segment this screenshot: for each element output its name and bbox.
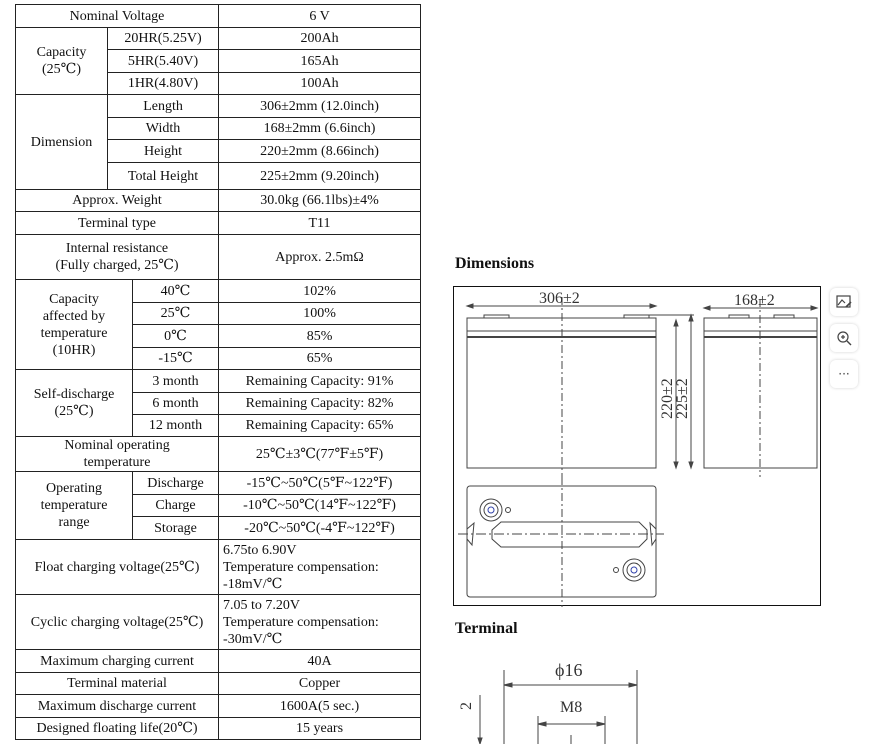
dimension-value: 225±2mm (9.20inch) — [219, 163, 421, 190]
self-discharge-period: 3 month — [133, 370, 219, 393]
more-button[interactable] — [830, 360, 858, 388]
nominal-voltage-label: Nominal Voltage — [16, 5, 219, 28]
self-discharge-value: Remaining Capacity: 82% — [219, 393, 421, 415]
float-charging-line: Temperature compensation: — [223, 559, 379, 575]
self-discharge-label-sub: (25℃) — [54, 404, 94, 419]
floating-life-value: 15 years — [219, 718, 421, 740]
table-row — [16, 540, 421, 595]
self-discharge-label-text: Self-discharge — [33, 387, 115, 402]
capacity-temp-value: 102% — [219, 280, 421, 303]
capacity-temp-label-line: (10HR) — [52, 342, 96, 358]
max-discharge-current-label: Maximum discharge current — [16, 695, 219, 718]
length-dimension-label: 306±2 — [539, 290, 580, 307]
cyclic-charging-line: -30mV/℃ — [223, 631, 283, 647]
op-temp-mode: Storage — [133, 517, 219, 540]
capacity-temp-value: 100% — [219, 303, 421, 325]
op-temp-mode: Charge — [133, 495, 219, 517]
op-temp-value: -20℃~50℃(-4℉~122℉) — [219, 517, 421, 540]
table-row — [16, 673, 421, 695]
dimension-name: Total Height — [108, 163, 219, 190]
op-temp-range-label-line: Operating — [46, 481, 102, 496]
nominal-voltage-value: 6 V — [219, 5, 421, 28]
nominal-op-temp-value: 25℃±3℃(77℉±5℉) — [219, 437, 421, 472]
nominal-op-temp-label — [16, 437, 219, 472]
cyclic-charging-value — [219, 595, 421, 650]
table-row — [16, 28, 421, 50]
max-charging-current-label: Maximum charging current — [16, 650, 219, 673]
width-dimension-label: 168±2 — [734, 292, 775, 309]
table-row — [16, 650, 421, 673]
capacity-temp-value: 85% — [219, 325, 421, 348]
capacity-label-text: Capacity — [36, 45, 87, 60]
image-toolbar — [830, 288, 860, 396]
table-row — [16, 437, 421, 472]
dimensions-title: Dimensions — [455, 255, 535, 272]
self-discharge-value: Remaining Capacity: 91% — [219, 370, 421, 393]
dimension-name: Height — [108, 140, 219, 163]
op-temp-range-label-line: temperature — [40, 498, 108, 513]
capacity-rate: 5HR(5.40V) — [108, 50, 219, 73]
dimension-name: Length — [108, 95, 219, 118]
more-icon: ··· — [838, 367, 850, 381]
capacity-temp-temp: -15℃ — [133, 348, 219, 370]
self-discharge-label — [16, 370, 133, 437]
table-row — [16, 190, 421, 212]
op-temp-value: -15℃~50℃(5℉~122℉) — [219, 472, 421, 495]
op-temp-mode: Discharge — [133, 472, 219, 495]
nominal-op-temp-label-line: Nominal operating — [64, 438, 170, 453]
capacity-temp-label — [16, 280, 133, 370]
table-row — [16, 280, 421, 303]
max-discharge-current-value: 1600A(5 sec.) — [219, 695, 421, 718]
spec-table — [15, 4, 421, 740]
terminal-material-label: Terminal material — [16, 673, 219, 695]
capacity-temp-temp: 25℃ — [133, 303, 219, 325]
op-temp-range-label-line: range — [58, 515, 90, 530]
terminal-type-value: T11 — [219, 212, 421, 235]
float-charging-line: -18mV/℃ — [223, 576, 283, 592]
capacity-temp-label-line: temperature — [40, 325, 108, 341]
dimension-label: Dimension — [16, 95, 108, 190]
self-discharge-value: Remaining Capacity: 65% — [219, 415, 421, 437]
capacity-label — [16, 28, 108, 95]
total-height-dimension-label: 225±2 — [674, 378, 691, 419]
weight-value: 30.0kg (66.1lbs)±4% — [219, 190, 421, 212]
capacity-value: 165Ah — [219, 50, 421, 73]
terminal-diameter-label: ϕ16 — [555, 660, 583, 680]
capacity-temp-temp: 0℃ — [133, 325, 219, 348]
internal-resistance-label — [16, 235, 219, 280]
terminal-side-label: 2 — [458, 702, 475, 710]
floating-life-label: Designed floating life(20℃) — [16, 718, 219, 740]
edit-image-button[interactable] — [830, 288, 858, 316]
table-row — [16, 472, 421, 495]
dimension-value: 220±2mm (8.66inch) — [219, 140, 421, 163]
image-edit-icon — [836, 295, 852, 309]
nominal-op-temp-label-line: temperature — [83, 455, 151, 470]
dimension-value: 306±2mm (12.0inch) — [219, 95, 421, 118]
table-row — [16, 95, 421, 118]
dimensions-drawing — [453, 286, 821, 606]
weight-label: Approx. Weight — [16, 190, 219, 212]
self-discharge-period: 6 month — [133, 393, 219, 415]
internal-resistance-value: Approx. 2.5mΩ — [219, 235, 421, 280]
terminal-material-value: Copper — [219, 673, 421, 695]
terminal-title: Terminal — [455, 620, 518, 637]
zoom-in-icon — [836, 330, 852, 346]
cyclic-charging-label: Cyclic charging voltage(25℃) — [16, 595, 219, 650]
capacity-value: 200Ah — [219, 28, 421, 50]
capacity-temp-label-line: Capacity — [49, 291, 99, 307]
table-row — [16, 718, 421, 740]
internal-resistance-label-sub: (Fully charged, 25℃) — [55, 258, 179, 273]
self-discharge-period: 12 month — [133, 415, 219, 437]
max-charging-current-value: 40A — [219, 650, 421, 673]
capacity-temp-label-line: affected by — [42, 308, 106, 324]
height-dimension-label: 220±2 — [659, 378, 676, 419]
table-row — [16, 235, 421, 280]
op-temp-value: -10℃~50℃(14℉~122℉) — [219, 495, 421, 517]
op-temp-range-label — [16, 472, 133, 540]
capacity-temp-temp: 40℃ — [133, 280, 219, 303]
capacity-temp-value: 65% — [219, 348, 421, 370]
dimension-name: Width — [108, 118, 219, 140]
cyclic-charging-line: Temperature compensation: — [223, 614, 379, 630]
table-row — [16, 695, 421, 718]
table-row — [16, 370, 421, 393]
zoom-in-button[interactable] — [830, 324, 858, 352]
battery-drawing-svg — [454, 287, 822, 607]
table-row — [16, 212, 421, 235]
float-charging-line: 6.75to 6.90V — [223, 542, 297, 558]
float-charging-label: Float charging voltage(25℃) — [16, 540, 219, 595]
table-row — [16, 5, 421, 28]
float-charging-value — [219, 540, 421, 595]
internal-resistance-label-text: Internal resistance — [65, 241, 169, 256]
capacity-rate: 20HR(5.25V) — [108, 28, 219, 50]
dimension-value: 168±2mm (6.6inch) — [219, 118, 421, 140]
table-row — [16, 595, 421, 650]
cyclic-charging-line: 7.05 to 7.20V — [223, 597, 301, 613]
capacity-rate: 1HR(4.80V) — [108, 73, 219, 95]
terminal-type-label: Terminal type — [16, 212, 219, 235]
capacity-label-sub: (25℃) — [42, 62, 81, 77]
terminal-drawing-svg — [455, 650, 655, 744]
capacity-value: 100Ah — [219, 73, 421, 95]
terminal-thread-label: M8 — [560, 699, 583, 716]
